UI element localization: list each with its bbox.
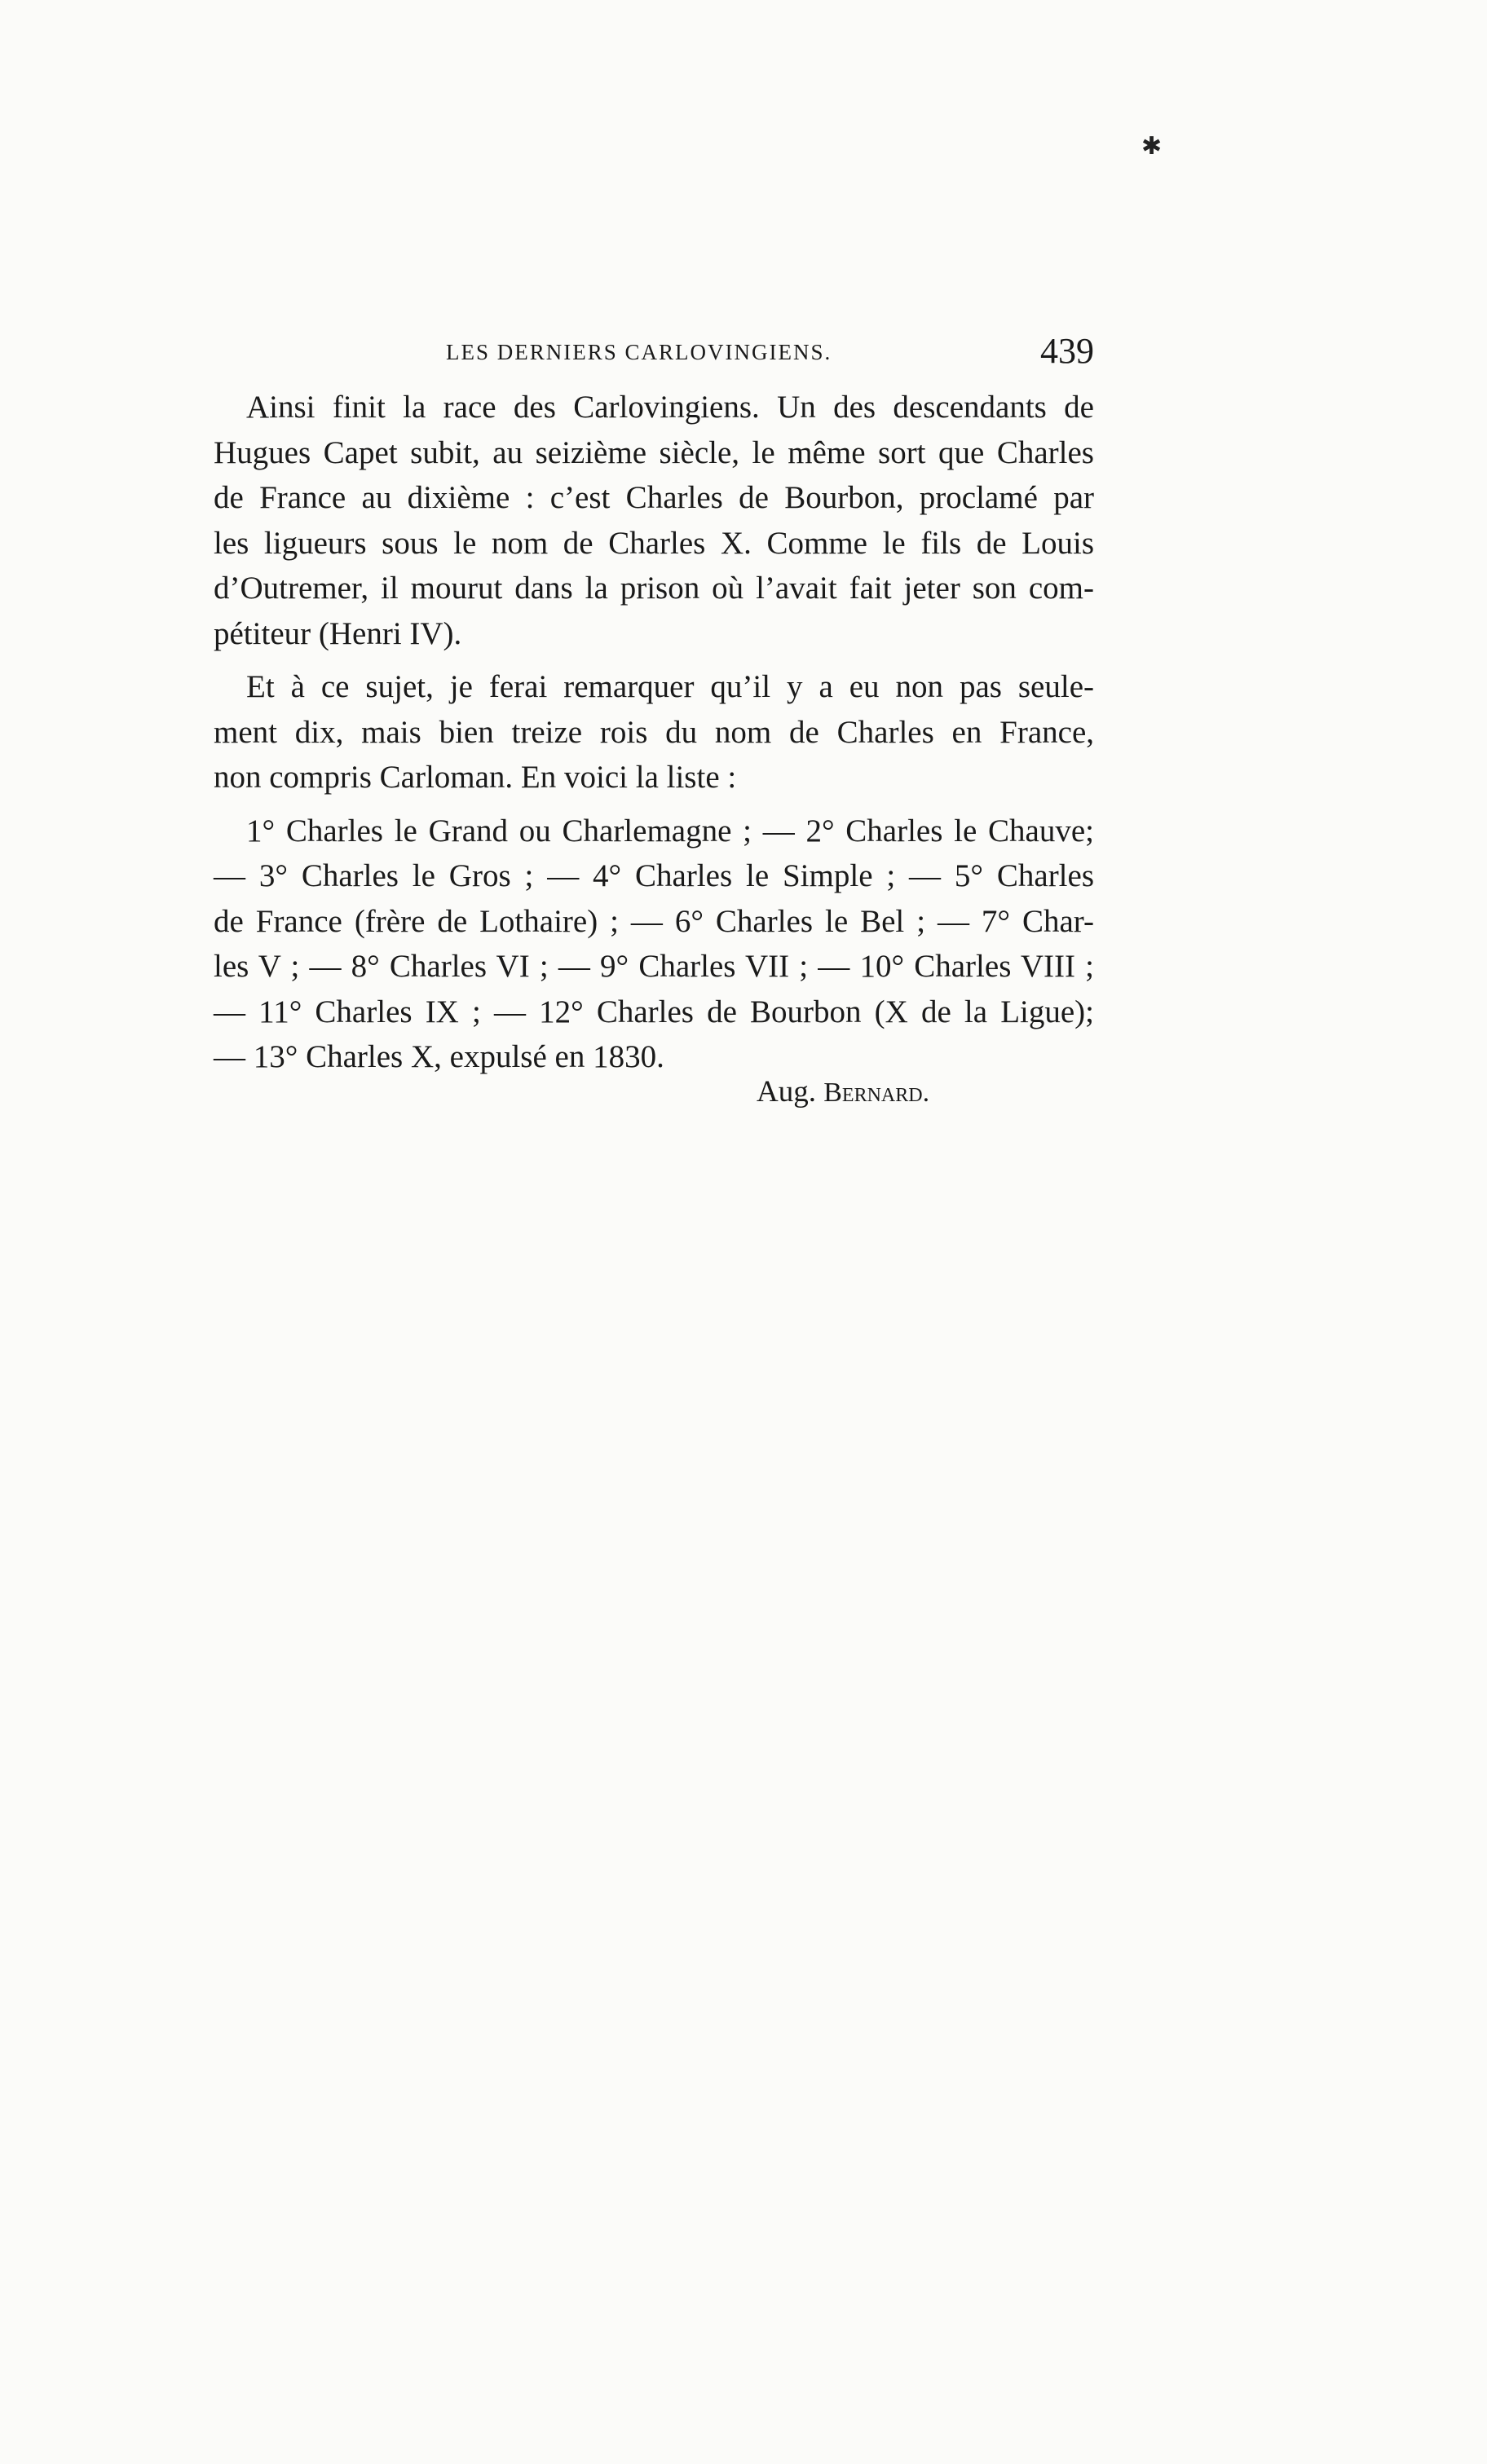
text-line: Hugues Capet subit, au seizième siècle, le même sort que Charles xyxy=(214,434,1094,470)
signature-name: Bernard. xyxy=(823,1078,930,1108)
signature-prefix: Aug. xyxy=(757,1075,824,1109)
text-line: Ainsi finit la race des Carlovingiens. Un des descendants de xyxy=(246,390,1094,425)
running-head xyxy=(214,330,1094,379)
text-line: Et à ce sujet, je ferai remarquer qu’il y a eu non pas seule- xyxy=(246,669,1094,704)
text-line: ment dix, mais bien treize rois du nom de Charles en France, xyxy=(214,714,1094,750)
text-line: d’Outremer, il mourut dans la prison où l’avait fait jeter son com- xyxy=(214,571,1094,606)
author-signature xyxy=(757,1074,929,1109)
text-line: 1° Charles le Grand ou Charlemagne ; — 2° Charles le Chauve; xyxy=(246,813,1094,849)
text-line: — 11° Charles IX ; — 12° Charles de Bourbon (X de la Ligue); xyxy=(214,994,1094,1029)
text-line: les V ; — 8° Charles VI ; — 9° Charles VII ; — 10° Charles VIII ; xyxy=(214,949,1094,984)
text-line: — 13° Charles X, expulsé en 1830. xyxy=(214,1039,664,1074)
running-title: LES DERNIERS CARLOVINGIENS. xyxy=(446,340,832,364)
paragraph-3-list xyxy=(214,809,1094,1080)
body-text xyxy=(214,385,1094,1088)
text-line: de France au dixième : c’est Charles de Bourbon, proclamé par xyxy=(214,480,1094,515)
page-number: 439 xyxy=(1040,331,1094,371)
paragraph-2 xyxy=(214,664,1094,800)
text-line: non compris Carloman. En voici la liste : xyxy=(214,760,737,795)
text-line: — 3° Charles le Gros ; — 4° Charles le Simple ; — 5° Charles xyxy=(214,858,1094,893)
text-line: de France (frère de Lothaire) ; — 6° Charles le Bel ; — 7° Char- xyxy=(214,903,1094,939)
paragraph-1 xyxy=(214,385,1094,656)
text-line: pétiteur (Henri IV). xyxy=(214,615,462,651)
printer-ornament-icon: ✱ xyxy=(1141,133,1163,160)
text-line: les ligueurs sous le nom de Charles X. Comme le fils de Louis xyxy=(214,525,1094,561)
